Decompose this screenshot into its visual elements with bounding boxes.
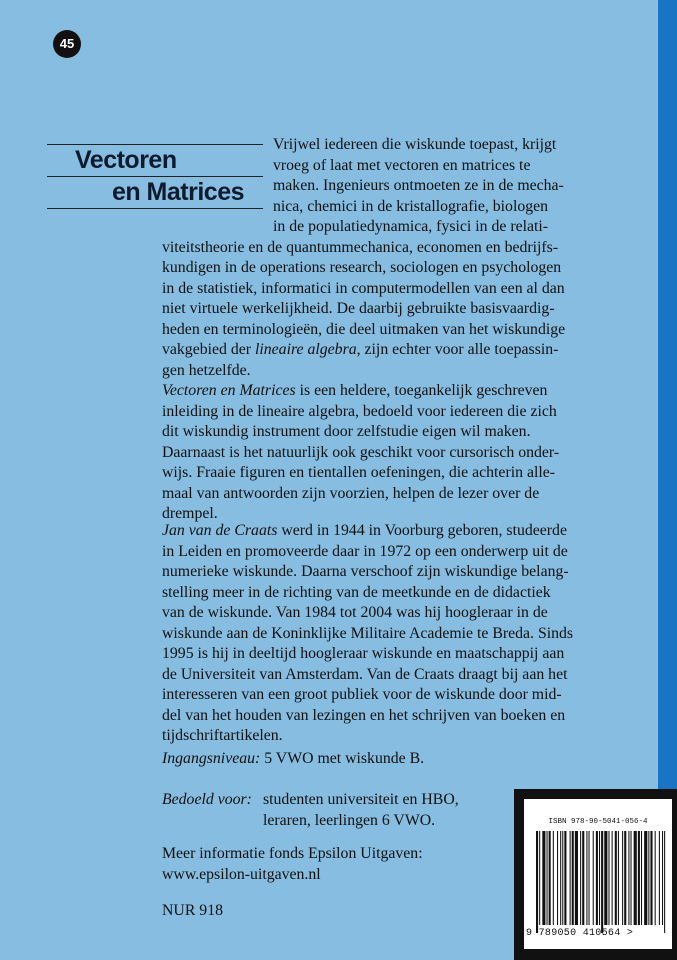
barcode-bar: [659, 831, 660, 925]
nur-code: NUR 918: [162, 902, 223, 919]
book-title-italic: Vectoren en Matrices: [162, 382, 296, 399]
body-line: heden en terminologieën, die deel uitmaken van het wiskundige: [162, 320, 566, 338]
intro-line: in de populatiedynamica, fysici in de relati-: [273, 218, 549, 235]
author-line: in Leiden en promoveerde daar in 1972 op een onderwerp uit de: [162, 542, 568, 560]
body-line: inleiding in de lineaire algebra, bedoeld voor iedereen die zich: [162, 402, 557, 420]
barcode-bar: [648, 831, 649, 925]
entry-level-line: [162, 749, 424, 770]
barcode-bar: [586, 831, 587, 925]
barcode-bar: [631, 831, 632, 925]
barcode-bar: [601, 831, 603, 933]
barcode-bar: [547, 831, 548, 925]
barcode-bar: [536, 831, 538, 933]
barcode-bar: [604, 831, 607, 925]
barcode-bar: [582, 831, 584, 925]
audience-values: [263, 790, 459, 831]
entry-level-value: 5 VWO met wiskunde B.: [260, 750, 425, 767]
barcode-panel: [514, 789, 677, 960]
body-line: gen hetzelfde.: [162, 361, 251, 379]
barcode-bar: [641, 831, 642, 925]
barcode-bar: [664, 831, 665, 933]
body-line: drempel.: [162, 505, 218, 522]
author-paragraph: [162, 521, 573, 747]
body-line: in de statistiek, informatici in computermodellen van een al dan: [162, 279, 565, 297]
barcode-bar: [615, 831, 617, 925]
barcode-bar: [628, 831, 629, 925]
entry-level-label: Ingangsniveau:: [162, 750, 261, 767]
body-line: viteitstheorie en de quantummechanica, economen en bedrijfs-: [162, 238, 559, 256]
body-text: is een heldere, toegankelijk geschreven: [295, 382, 548, 399]
barcode-bar: [618, 831, 619, 925]
author-line: de Universiteit van Amsterdam. Van de Craats draagt bij aan het: [162, 665, 568, 683]
author-line: interesseren van een groot publiek voor de wiskunde door mid-: [162, 686, 562, 703]
barcode-bar: [539, 831, 540, 925]
barcode-bar: [589, 831, 590, 925]
barcode-bars: [536, 831, 666, 933]
body-line: maal van antwoorden zijn voorzien, helpen de lezer over de: [162, 484, 540, 502]
body-line: Daarnaast is het natuurlijk ook geschikt voor cursorisch onder-: [162, 443, 560, 461]
more-info: [162, 844, 423, 885]
barcode-bar: [634, 831, 637, 925]
intro-line: nica, chemici in de kristallografie, biologen: [273, 197, 549, 215]
barcode-bar: [608, 831, 609, 925]
barcode-bar: [655, 831, 656, 925]
author-line: wiskunde aan de Koninklijke Militaire Academie te Breda. Sinds: [162, 624, 574, 642]
author-line: del van het houden van lezingen en het schrijven van boeken en: [162, 706, 566, 724]
title-line-2: en Matrices: [111, 178, 244, 206]
body-text: , zijn echter voor alle toepassin-: [356, 341, 559, 358]
title-rule-bottom: [47, 208, 263, 209]
intro-line: maken. Ingenieurs ontmoeten ze in de mecha-: [273, 177, 564, 194]
author-line: stelling meer in de richting van de meetkunde en de didactiek: [162, 583, 551, 601]
barcode-bar: [560, 831, 561, 925]
barcode-bar: [644, 831, 647, 925]
body-line: kundigen in de operations research, sociologen en psychologen: [162, 259, 562, 276]
body-line: dit wiskundig instrument door zelfstudie eigen wil maken.: [162, 423, 531, 440]
ean-digits: [526, 928, 672, 939]
barcode-bar: [638, 831, 640, 925]
barcode-bar: [542, 831, 545, 925]
author-line: [162, 521, 573, 542]
barcode-bar: [575, 831, 578, 925]
barcode-bar: [612, 831, 613, 925]
barcode-bar: [596, 831, 598, 925]
barcode-bar: [572, 831, 574, 925]
barcode-bar: [599, 831, 600, 925]
series-number-badge: 45: [53, 30, 81, 58]
audience-line: studenten universiteit en HBO,: [263, 791, 459, 808]
publisher-website: www.epsilon-uitgaven.nl: [162, 865, 321, 883]
entry-level: [162, 749, 424, 770]
barcode-bar: [622, 831, 623, 925]
barcode-bar: [570, 831, 571, 925]
intro-line: Vrijwel iedereen die wiskunde toepast, krijgt: [273, 136, 557, 153]
intro-paragraph: [273, 135, 564, 238]
author-line: numerieke wiskunde. Daarna verschoof zijn wiskundige belang-: [162, 563, 569, 580]
ean-arrow: >: [626, 928, 634, 939]
ean-number: 9 789050 410564: [526, 928, 621, 939]
body-line: [162, 381, 565, 402]
isbn-text: ISBN 978-90-5041-056-4: [548, 818, 648, 826]
body-italic-term: lineaire algebra: [254, 341, 357, 358]
audience-line: leraren, leerlingen 6 VWO.: [263, 811, 436, 829]
author-line: tijdschriftartikelen.: [162, 727, 283, 744]
body-line: [162, 340, 565, 361]
body-line: wijs. Fraaie figuren en tientallen oefeningen, die achterin alle-: [162, 464, 556, 481]
author-line: van de wiskunde. Van 1984 tot 2004 was hij hoogleraar in de: [162, 604, 548, 621]
barcode-bar: [549, 831, 551, 925]
audience-label: Bedoeld voor:: [162, 791, 252, 808]
barcode-bar: [557, 831, 558, 925]
author-name: Jan van de Craats: [162, 522, 278, 539]
barcode-bar: [580, 831, 581, 925]
barcode-bar: [650, 831, 652, 925]
barcode-bar: [593, 831, 594, 925]
barcode-bar: [562, 831, 563, 925]
body-text: vakgebied der: [162, 341, 255, 358]
barcode-label: [524, 799, 672, 949]
barcode-bar: [564, 831, 566, 925]
body-paragraph: [162, 238, 565, 525]
body-line: niet virtuele werkelijkheid. De daarbij gebruikte basisvaardig-: [162, 300, 555, 317]
author-text: werd in 1944 in Voorburg geboren, studeerde: [277, 522, 567, 539]
barcode-bar: [662, 831, 663, 925]
title-line-1: Vectoren: [75, 146, 177, 174]
barcode-bar: [553, 831, 554, 925]
title-block: [47, 144, 263, 209]
author-line: 1995 is hij in deeltijd hoogleraar wiskunde en maatschappij aan: [162, 645, 565, 662]
barcode-bar: [624, 831, 626, 925]
intro-line: vroeg of laat met vectoren en matrices te: [273, 156, 531, 174]
more-info-line: Meer informatie fonds Epsilon Uitgaven:: [162, 845, 423, 862]
